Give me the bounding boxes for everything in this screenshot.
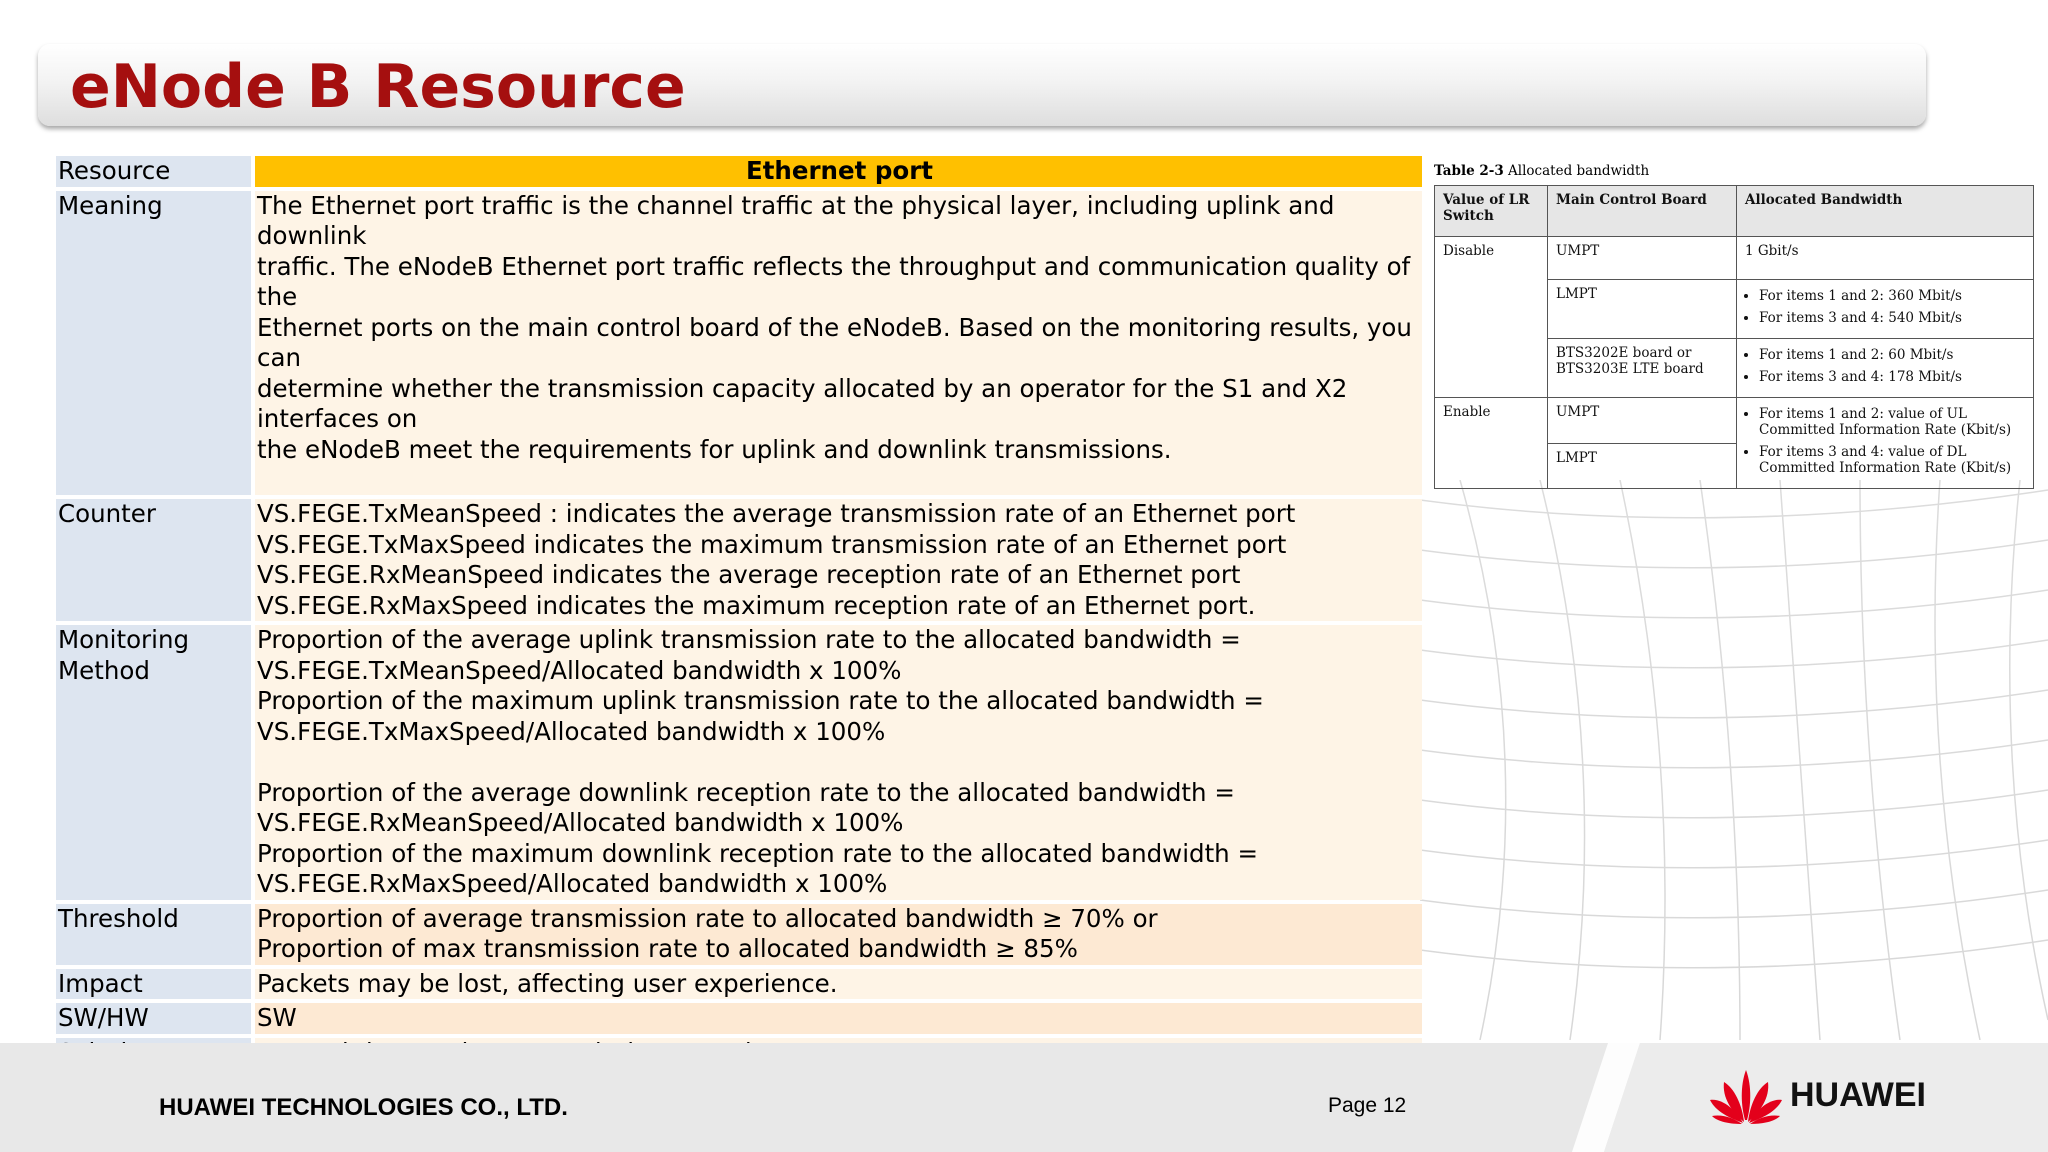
ref-header-lr-switch: Value of LR Switch <box>1435 186 1548 237</box>
value-line: Packets may be lost, affecting user experience. <box>257 968 838 998</box>
allocated-bandwidth-table <box>1434 185 2034 489</box>
reference-table-caption <box>1434 163 1649 179</box>
value-line: Proportion of average transmission rate to allocated bandwidth ≥ 70% or <box>257 903 1158 933</box>
value-line: Proportion of the average downlink reception rate to the allocated bandwidth = <box>257 777 1235 807</box>
value-line: VS.FEGE.TxMeanSpeed : indicates the average transmission rate of an Ethernet port <box>257 499 1296 528</box>
ref-row-disable-umpt <box>1435 237 2034 280</box>
value-line: VS.FEGE.TxMeanSpeed/Allocated bandwidth x 100% <box>257 655 902 685</box>
background-wireframe-graphic <box>1420 480 2048 1040</box>
ref-lmpt-bw-1: • For items 1 and 2: 360 Mbit/s <box>1759 288 2025 304</box>
ref-cell-umpt: UMPT <box>1548 237 1737 280</box>
resource-table <box>56 152 1422 1072</box>
ref-lmpt-bw-2: • For items 3 and 4: 540 Mbit/s <box>1759 310 2025 326</box>
table-row <box>56 191 1422 496</box>
footer-company-name: HUAWEI TECHNOLOGIES CO., LTD. <box>159 1094 568 1121</box>
ref-cell-enable-lmpt: LMPT <box>1548 443 1737 489</box>
table-row <box>56 1003 1422 1034</box>
value-line: SW <box>257 1003 297 1032</box>
row-label: Meaning <box>56 191 251 496</box>
value-line: traffic. The eNodeB Ethernet port traffic reflects the throughput and communication quality of the <box>257 251 1411 311</box>
value-line: VS.FEGE.RxMaxSpeed/Allocated bandwidth x 100% <box>257 869 888 898</box>
huawei-logo-text: HUAWEI <box>1790 1076 1926 1114</box>
huawei-logo <box>1708 1068 1938 1126</box>
value-line: Proportion of max transmission rate to allocated bandwidth ≥ 85% <box>257 934 1078 963</box>
ref-bts-bw-2: • For items 3 and 4: 178 Mbit/s <box>1759 369 2025 385</box>
table-row <box>56 625 1422 900</box>
ref-cell-enable: Enable <box>1435 398 1548 489</box>
ref-cell-lmpt: LMPT <box>1548 280 1737 339</box>
value-line: VS.FEGE.RxMeanSpeed indicates the average reception rate of an Ethernet port <box>257 560 1241 589</box>
page-number: Page 12 <box>1328 1094 1407 1117</box>
ref-row-enable-umpt <box>1435 398 2034 444</box>
row-label: Impact <box>56 969 251 1000</box>
row-value <box>255 191 1422 496</box>
value-line: The Ethernet port traffic is the channel traffic at the physical layer, including uplink and downlink <box>257 190 1335 250</box>
huawei-flower-icon <box>1708 1068 1784 1126</box>
ref-cell-umpt-bw: 1 Gbit/s <box>1737 237 2034 280</box>
value-line: VS.FEGE.TxMaxSpeed indicates the maximum transmission rate of an Ethernet port <box>257 529 1287 559</box>
row-label: SW/HW <box>56 1003 251 1034</box>
table-row <box>56 969 1422 1000</box>
value-line: Proportion of the maximum uplink transmission rate to the allocated bandwidth = <box>257 686 1264 715</box>
value-line: Proportion of the average uplink transmission rate to the allocated bandwidth = <box>257 625 1241 654</box>
value-line: Proportion of the maximum downlink reception rate to the allocated bandwidth = <box>257 838 1259 868</box>
table-header-row <box>56 156 1422 187</box>
header-label-cell: Resource <box>56 156 251 187</box>
row-label: Counter <box>56 499 251 621</box>
row-value <box>255 1003 1422 1034</box>
ref-enable-bw-2: • For items 3 and 4: value of DL Committed Information Rate (Kbit/s) <box>1759 444 2025 476</box>
ref-cell-enable-umpt: UMPT <box>1548 398 1737 444</box>
caption-number: Table 2-3 <box>1434 163 1504 179</box>
row-value <box>255 904 1422 965</box>
row-value <box>255 969 1422 1000</box>
value-line <box>257 747 1422 778</box>
value-line: determine whether the transmission capacity allocated by an operator for the S1 and X2 interfaces on <box>257 373 1348 433</box>
slide-title: eNode B Resource <box>70 52 686 122</box>
ref-cell-bts-board: BTS3202E board or BTS3203E LTE board <box>1548 339 1737 398</box>
value-line: VS.FEGE.RxMeanSpeed/Allocated bandwidth x 100% <box>257 808 904 837</box>
ref-bts-bw-1: • For items 1 and 2: 60 Mbit/s <box>1759 347 2025 363</box>
ref-header-allocated-bandwidth: Allocated Bandwidth <box>1737 186 2034 237</box>
row-value <box>255 625 1422 900</box>
ref-cell-disable: Disable <box>1435 237 1548 398</box>
title-bar <box>38 44 1926 126</box>
ref-header-main-control-board: Main Control Board <box>1548 186 1737 237</box>
caption-text: Allocated bandwidth <box>1508 163 1650 179</box>
table-row <box>56 904 1422 965</box>
value-line: VS.FEGE.RxMaxSpeed indicates the maximum reception rate of an Ethernet port. <box>257 590 1256 620</box>
header-value-cell: Ethernet port <box>255 156 1422 187</box>
table-row <box>56 499 1422 621</box>
value-line: the eNodeB meet the requirements for uplink and downlink transmissions. <box>257 434 1172 464</box>
row-label: Monitoring Method <box>56 625 251 900</box>
value-line: VS.FEGE.TxMaxSpeed/Allocated bandwidth x 100% <box>257 716 886 746</box>
ref-enable-bw-1: • For items 1 and 2: value of UL Committed Information Rate (Kbit/s) <box>1759 406 2025 438</box>
row-label: Threshold <box>56 904 251 965</box>
row-value <box>255 499 1422 621</box>
value-line: Ethernet ports on the main control board of the eNodeB. Based on the monitoring results, you can <box>257 312 1412 372</box>
ref-header-row <box>1435 186 2034 237</box>
